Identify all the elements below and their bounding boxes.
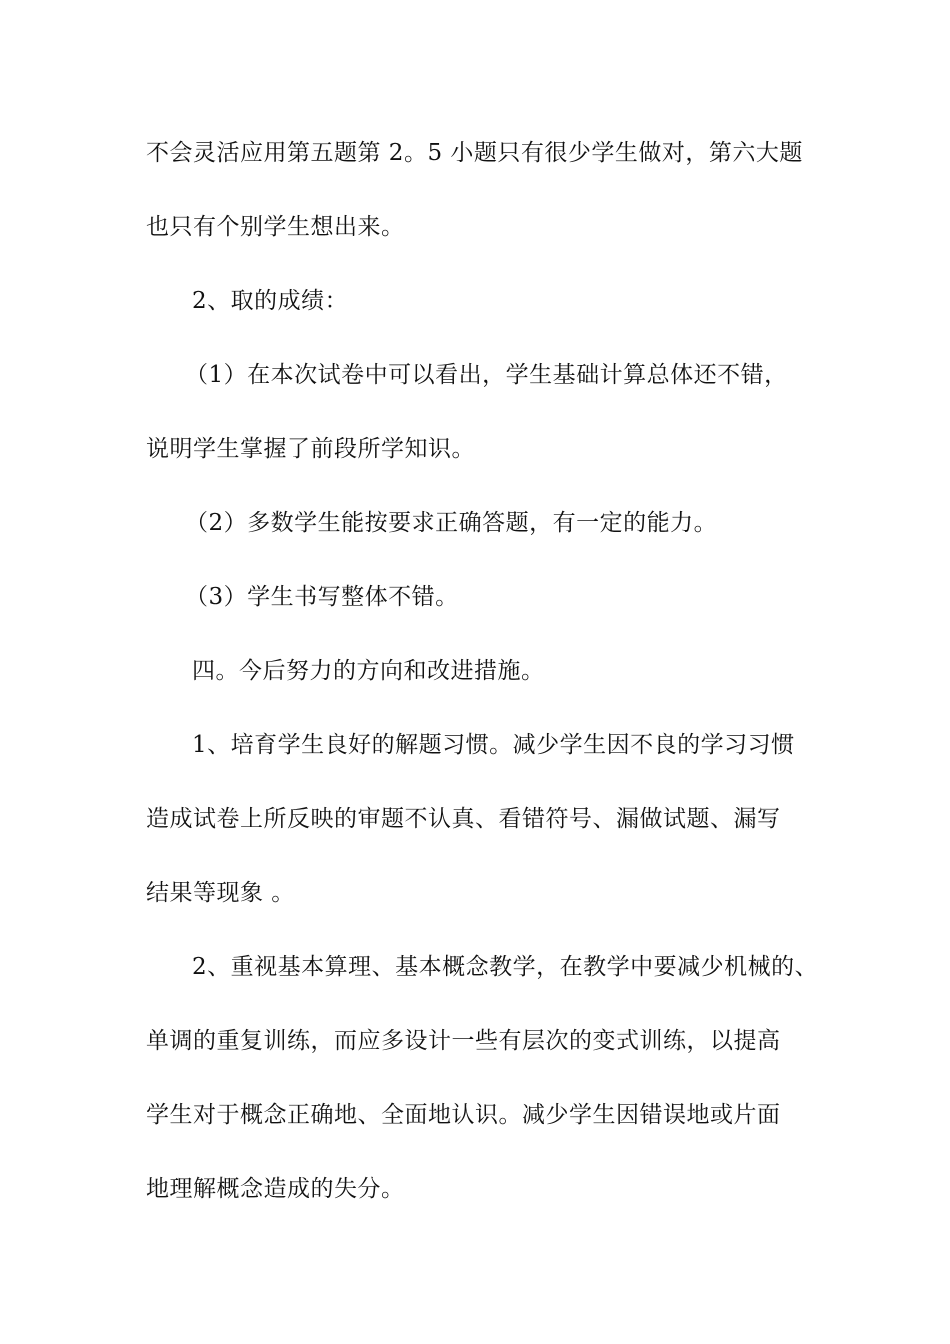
paragraph-line: 造成试卷上所反映的审题不认真、看错符号、漏做试题、漏写: [146, 806, 781, 832]
paragraph-line: 不会灵活应用第五题第 2。5 小题只有很少学生做对，第六大题: [146, 140, 803, 166]
paragraph-line: 地理解概念造成的失分。: [146, 1176, 405, 1202]
paragraph-line: 2、重视基本算理、基本概念教学，在教学中要减少机械的、: [192, 954, 819, 980]
list-item: （2）多数学生能按要求正确答题，有一定的能力。: [185, 510, 718, 536]
section-heading: 四。今后努力的方向和改进措施。: [192, 658, 545, 684]
section-heading: 2、取的成绩：: [192, 288, 349, 314]
paragraph-line: 学生对于概念正确地、全面地认识。减少学生因错误地或片面: [146, 1102, 781, 1128]
paragraph-line: 结果等现象 。: [146, 880, 295, 906]
list-item: （1）在本次试卷中可以看出，学生基础计算总体还不错，: [185, 362, 788, 388]
paragraph-line: 单调的重复训练，而应多设计一些有层次的变式训练，以提高: [146, 1028, 781, 1054]
paragraph-line: 也只有个别学生想出来。: [146, 214, 405, 240]
list-item: （3）学生书写整体不错。: [185, 584, 459, 610]
paragraph-line: 1、培育学生良好的解题习惯。减少学生因不良的学习习惯: [192, 732, 795, 758]
paragraph-line: 说明学生掌握了前段所学知识。: [146, 436, 475, 462]
